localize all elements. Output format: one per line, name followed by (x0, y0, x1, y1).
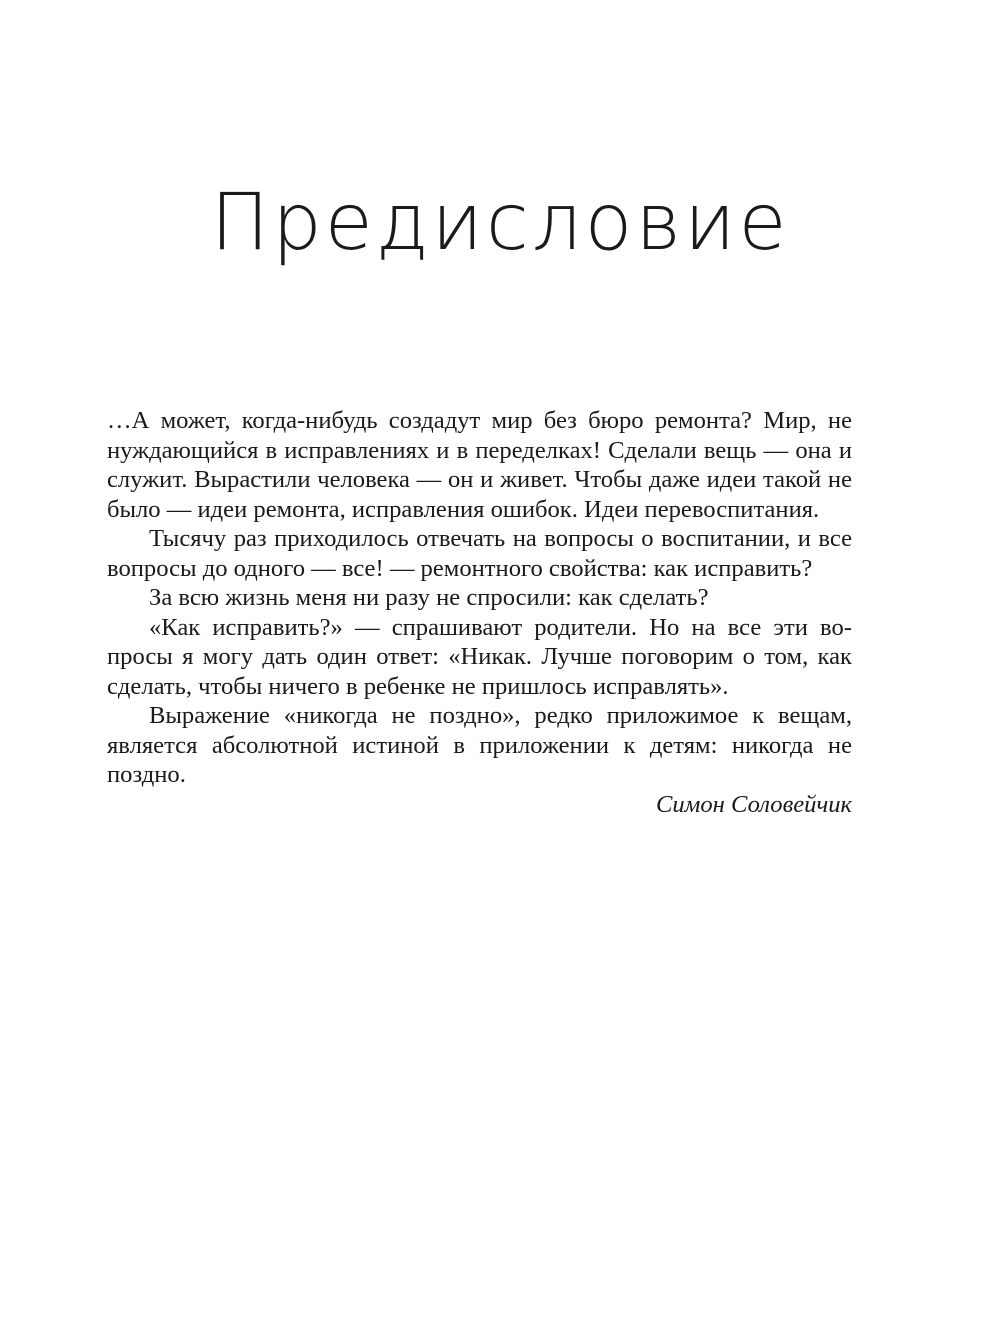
paragraph-1: …А может, когда-нибудь создадут мир без бюро ремонта? Мир, не нуждающийся в исправлениях и в переделках! Сделали вещь — она и служит. Вырастили человека — он и живет. Чтобы даже идеи такой не было — идеи ремонта, исправления ошибок. Идеи перевоспитания. (107, 407, 852, 523)
paragraph-5: Выражение «никогда не поздно», редко приложимое к вещам, является абсолютной истиной в приложении к детям: никогда не поздно. (107, 702, 852, 788)
paragraph-3: За всю жизнь меня ни разу не спросили: как сделать? (149, 584, 709, 611)
author-signature: Симон Соловейчик (655, 790, 852, 818)
preface-text (107, 406, 852, 819)
page-title: Предисловие (210, 178, 790, 268)
paragraph-2: Тысячу раз приходилось отвечать на вопросы о воспитании, и все вопросы до одного — все! — ремонтного свойства: как исправить? (107, 525, 852, 582)
paragraph-4: «Как исправить?» — спрашивают родители. Но на все эти вопросы я могу дать один ответ: «Никак. Лучше поговорим о том, как сделать, чтобы ничего в ребенке не пришлось исправлять». (107, 613, 852, 700)
